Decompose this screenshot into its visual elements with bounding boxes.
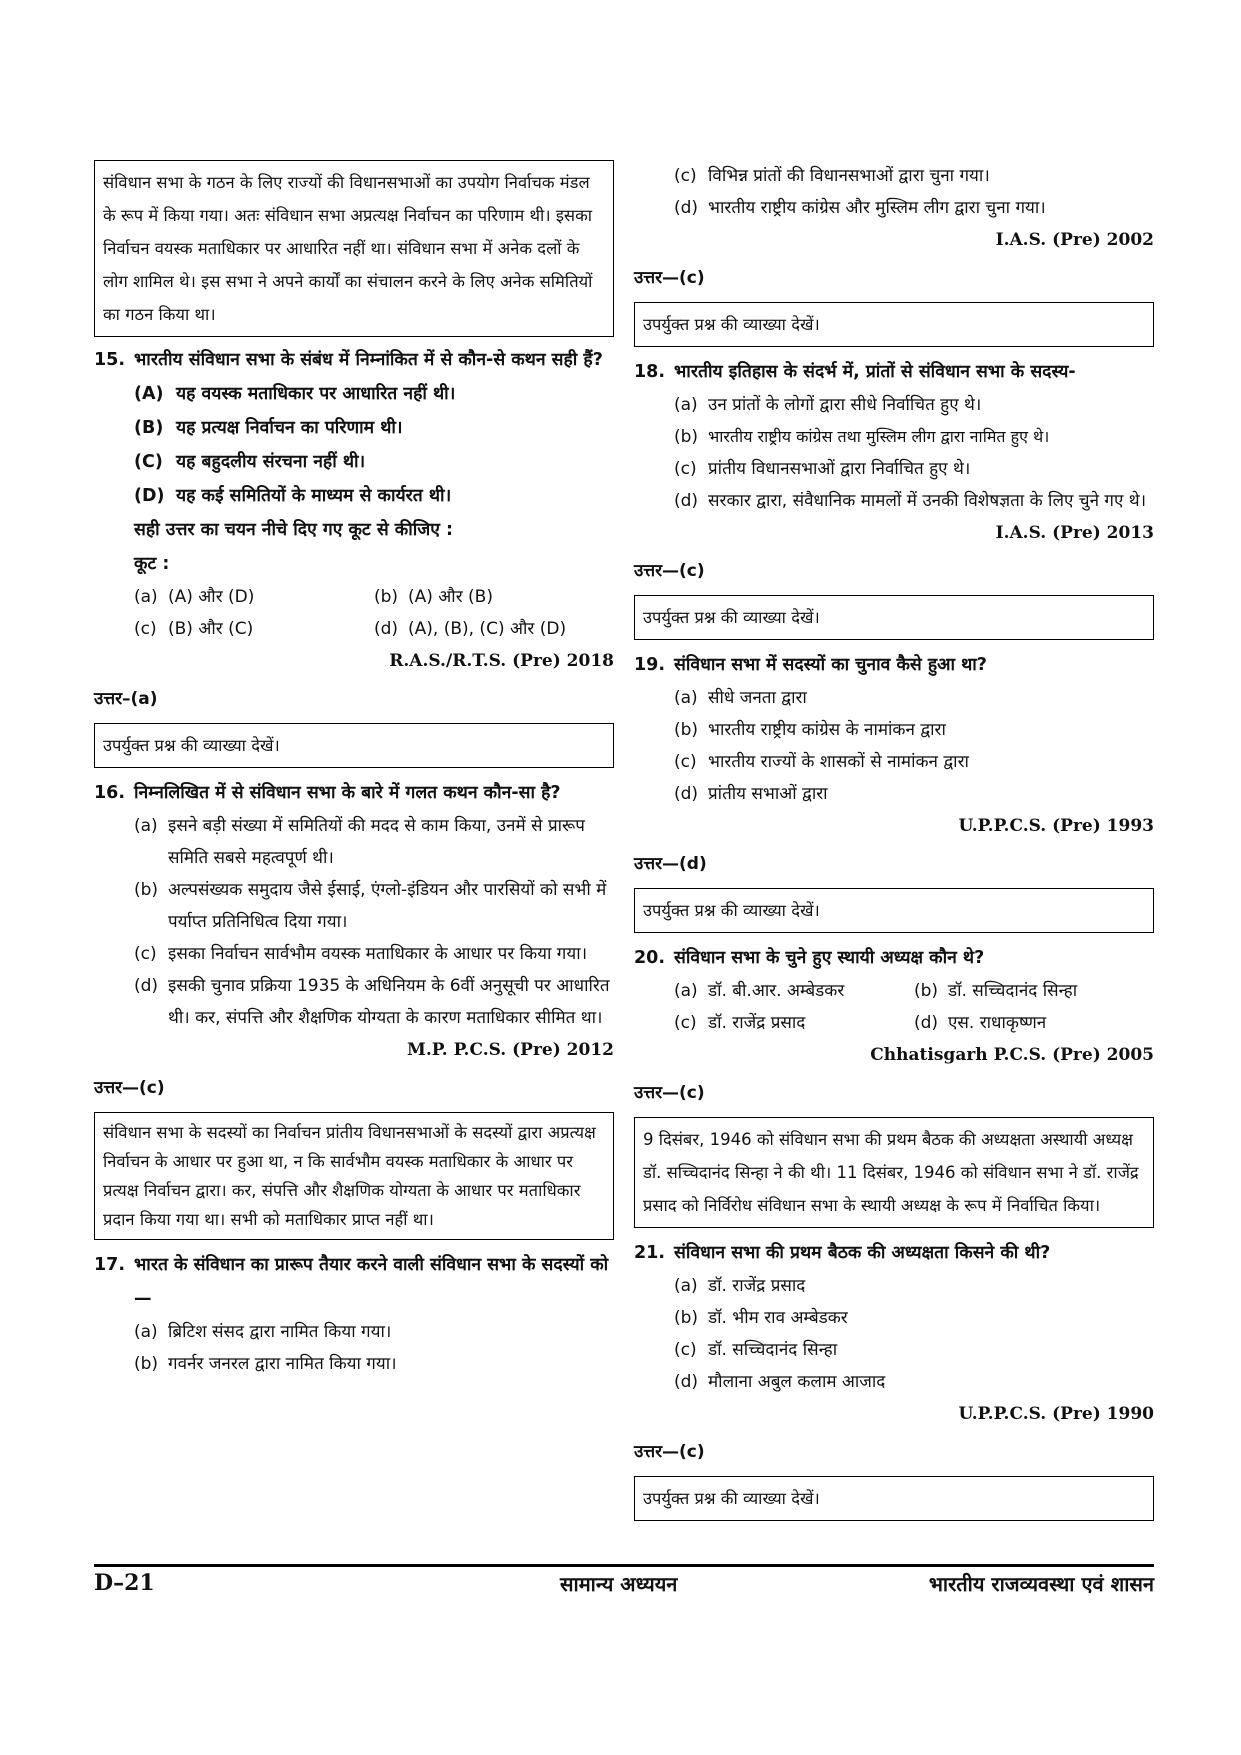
question-text: निम्नलिखित में से संविधान सभा के बारे में गलत कथन कौन-सा है?: [134, 783, 561, 803]
option-text: एस. राधाकृष्णन: [948, 1013, 1047, 1033]
option-label: (a): [674, 395, 698, 415]
question-text: संविधान सभा की प्रथम बैठक की अध्यक्षता किसने की थी?: [674, 1243, 1051, 1263]
question-19: [634, 648, 1154, 933]
question-number: 20.: [634, 948, 666, 968]
answer: उत्तर–(a): [94, 689, 158, 709]
option-label: (a): [134, 816, 158, 836]
option-text: सरकार द्वारा, संवैधानिक मामलों में उनकी विशेषज्ञता के लिए चुने गए थे।: [708, 491, 1147, 511]
option-label: (d): [674, 198, 699, 218]
question-text: संविधान सभा में सदस्यों का चुनाव कैसे हुआ था?: [674, 655, 987, 675]
explanation-box: 9 दिसंबर, 1946 को संविधान सभा की प्रथम बैठक की अध्यक्षता अस्थायी अध्यक्ष डॉ. सच्चिदानंद सिन्हा ने की थी। 11 दिसंबर, 1946 को संविधान सभा ने डॉ. राजेंद्र प्रसाद को निर्विरोध संविधान सभा के स्थायी अध्यक्ष के रूप में निर्वाचित किया।: [634, 1117, 1154, 1228]
statement-label: (D): [134, 486, 165, 506]
exam-source: R.A.S./R.T.S. (Pre) 2018: [389, 651, 614, 671]
answer: उत्तर—(c): [634, 268, 705, 288]
answer: उत्तर—(c): [634, 1083, 705, 1103]
option-text: भारतीय राष्ट्रीय कांग्रेस और मुस्लिम लीग द्वारा चुना गया।: [708, 198, 1046, 218]
option-text: भारतीय राष्ट्रीय कांग्रेस के नामांकन द्वारा: [708, 720, 946, 740]
option-label: (b): [674, 720, 699, 740]
option-label: (d): [674, 491, 699, 511]
question-text: भारतीय संविधान सभा के संबंध में निम्नांकित में से कौन-से कथन सही हैं?: [134, 350, 603, 370]
explanation-box: संविधान सभा के गठन के लिए राज्यों की विधानसभाओं का उपयोग निर्वाचक मंडल के रूप में किया गया। अतः संविधान सभा अप्रत्यक्ष निर्वाचन का परिणाम थी। इसका निर्वाचन वयस्क मताधिकार पर आधारित नहीं था। संविधान सभा में अनेक दलों के लोग शामिल थे। इस सभा ने अपने कार्यों का संचालन करने के लिए अनेक समितियों का गठन किया था।: [94, 160, 614, 337]
answer: उत्तर—(c): [634, 561, 705, 581]
explanation-box: उपर्युक्त प्रश्न की व्याख्या देखें।: [634, 1476, 1154, 1521]
option-label: (b): [134, 1354, 159, 1374]
option-text: डॉ. राजेंद्र प्रसाद: [708, 1013, 806, 1033]
option-text: डॉ. सच्चिदानंद सिन्हा: [708, 1340, 838, 1360]
explanation-box: उपर्युक्त प्रश्न की व्याख्या देखें।: [634, 595, 1154, 640]
option-label: (d): [914, 1013, 939, 1033]
option-label: (a): [674, 981, 698, 1001]
option-label: (a): [134, 1322, 158, 1342]
option-text: डॉ. राजेंद्र प्रसाद: [708, 1276, 806, 1296]
option-label: (d): [374, 619, 399, 639]
option-label: (c): [674, 459, 697, 479]
option-label: (c): [674, 1340, 697, 1360]
answer: उत्तर—(c): [94, 1078, 165, 1098]
option-text: डॉ. सच्चिदानंद सिन्हा: [948, 981, 1078, 1001]
option-text: (A), (B), (C) और (D): [408, 619, 567, 639]
question-text: भारत के संविधान का प्रारूप तैयार करने वाली संविधान सभा के सदस्यों को—: [134, 1255, 609, 1309]
statement-text: यह बहुदलीय संरचना नहीं थी।: [176, 452, 366, 472]
question-number: 15.: [94, 350, 126, 370]
exam-source: I.A.S. (Pre) 2013: [995, 523, 1154, 543]
option-text: मौलाना अबुल कलाम आजाद: [708, 1372, 886, 1392]
option-text: गवर्नर जनरल द्वारा नामित किया गया।: [168, 1354, 397, 1374]
option-text: (A) और (D): [168, 587, 255, 607]
question-number: 16.: [94, 783, 126, 803]
question-number: 18.: [634, 362, 666, 382]
option-text: सीधे जनता द्वारा: [708, 688, 807, 708]
question-number: 19.: [634, 655, 666, 675]
option-text: प्रांतीय सभाओं द्वारा: [708, 784, 828, 804]
option-label: (c): [134, 944, 157, 964]
question-21: [634, 1236, 1154, 1521]
question-number: 17.: [94, 1255, 126, 1275]
statement-text: यह प्रत्यक्ष निर्वाचन का परिणाम थी।: [176, 418, 403, 438]
option-label: (a): [674, 688, 698, 708]
answer: उत्तर—(d): [634, 854, 707, 874]
question-number: 21.: [634, 1243, 666, 1263]
option-text: डॉ. भीम राव अम्बेडकर: [708, 1308, 848, 1328]
option-text: इसका निर्वाचन सार्वभौम वयस्क मताधिकार के आधार पर किया गया।: [168, 944, 588, 964]
code-label: कूट :: [134, 554, 170, 574]
question-text: भारतीय इतिहास के संदर्भ में, प्रांतों से संविधान सभा के सदस्य-: [674, 362, 1076, 382]
explanation-box: उपर्युक्त प्रश्न की व्याख्या देखें।: [634, 888, 1154, 933]
exam-source: U.P.P.C.S. (Pre) 1993: [958, 816, 1154, 836]
option-text: विभिन्न प्रांतों की विधानसभाओं द्वारा चुना गया।: [708, 166, 990, 186]
question-17: [94, 1248, 614, 1380]
option-text: भारतीय राष्ट्रीय कांग्रेस तथा मुस्लिम लीग द्वारा नामित हुए थे।: [708, 427, 1050, 446]
option-text: डॉ. बी.आर. अम्बेडकर: [708, 981, 845, 1001]
question-17-continued: [634, 160, 1154, 347]
option-label: (c): [134, 619, 157, 639]
option-label: (a): [674, 1276, 698, 1296]
exam-source: M.P. P.C.S. (Pre) 2012: [407, 1040, 614, 1060]
footer-rule: [94, 1564, 1154, 1567]
option-text: उन प्रांतों के लोगों द्वारा सीधे निर्वाचित हुए थे।: [708, 395, 982, 415]
option-label: (c): [674, 752, 697, 772]
page-number: D–21: [94, 1570, 155, 1596]
option-label: (b): [674, 427, 699, 447]
option-label: (b): [674, 1308, 699, 1328]
explanation-box: उपर्युक्त प्रश्न की व्याख्या देखें।: [634, 302, 1154, 347]
option-text: (B) और (C): [168, 619, 254, 639]
footer-subject: सामान्य अध्ययन: [560, 1572, 678, 1596]
statement-text: यह कई समितियों के माध्यम से कार्यरत थी।: [176, 486, 452, 506]
option-label: (d): [674, 1372, 699, 1392]
question-20: [634, 941, 1154, 1228]
option-label: (b): [914, 981, 939, 1001]
option-text: इसकी चुनाव प्रक्रिया 1935 के अधिनियम के 6वीं अनुसूची पर आधारित थी। कर, संपत्ति और शैक्षणिक योग्यता के कारण मताधिकार सीमित था।: [168, 976, 610, 1028]
explanation-box: संविधान सभा के सदस्यों का निर्वाचन प्रांतीय विधानसभाओं के सदस्यों द्वारा अप्रत्यक्ष निर्वाचन के आधार पर हुआ था, न कि सार्वभौम वयस्क मताधिकार के आधार पर प्रत्यक्ष निर्वाचन द्वारा। कर, संपत्ति और शैक्षणिक योग्यता के आधार पर मताधिकार प्रदान किया गया था। सभी को मताधिकार प्राप्त नहीं था।: [94, 1112, 614, 1240]
footer-section-title: भारतीय राजव्यवस्था एवं शासन: [928, 1572, 1154, 1596]
exam-source: Chhatisgarh P.C.S. (Pre) 2005: [870, 1045, 1154, 1065]
option-label: (a): [134, 587, 158, 607]
statement-label: (A): [134, 384, 164, 404]
question-16: [94, 776, 614, 1240]
option-text: ब्रिटिश संसद द्वारा नामित किया गया।: [168, 1322, 392, 1342]
exam-source: I.A.S. (Pre) 2002: [995, 230, 1154, 250]
explanation-box: उपर्युक्त प्रश्न की व्याख्या देखें।: [94, 723, 614, 768]
option-label: (b): [374, 587, 399, 607]
option-label: (b): [134, 880, 159, 900]
statement-label: (C): [134, 452, 163, 472]
left-column: [94, 160, 614, 1380]
question-15: [94, 343, 614, 768]
question-text: संविधान सभा के चुने हुए स्थायी अध्यक्ष कौन थे?: [674, 948, 985, 968]
option-text: अल्पसंख्यक समुदाय जैसे ईसाई, एंग्लो-इंडियन और पारसियों को सभी में पर्याप्त प्रतिनिधित्व दिया गया।: [168, 880, 607, 932]
option-text: इसने बड़ी संख्या में समितियों की मदद से काम किया, उनमें से प्रारूप समिति सबसे महत्वपूर्ण थी।: [168, 816, 585, 868]
option-text: भारतीय राज्यों के शासकों से नामांकन द्वारा: [708, 752, 969, 772]
statement-text: यह वयस्क मताधिकार पर आधारित नहीं थी।: [176, 384, 456, 404]
option-label: (d): [134, 976, 159, 996]
exam-source: U.P.P.C.S. (Pre) 1990: [958, 1404, 1154, 1424]
question-18: [634, 355, 1154, 640]
instruction: सही उत्तर का चयन नीचे दिए गए कूट से कीजिए :: [134, 520, 454, 540]
option-text: प्रांतीय विधानसभाओं द्वारा निर्वाचित हुए थे।: [708, 459, 971, 479]
right-column: [634, 160, 1154, 1521]
option-label: (d): [674, 784, 699, 804]
option-label: (c): [674, 1013, 697, 1033]
option-label: (c): [674, 166, 697, 186]
statement-label: (B): [134, 418, 164, 438]
option-text: (A) और (B): [408, 587, 493, 607]
answer: उत्तर—(c): [634, 1442, 705, 1462]
